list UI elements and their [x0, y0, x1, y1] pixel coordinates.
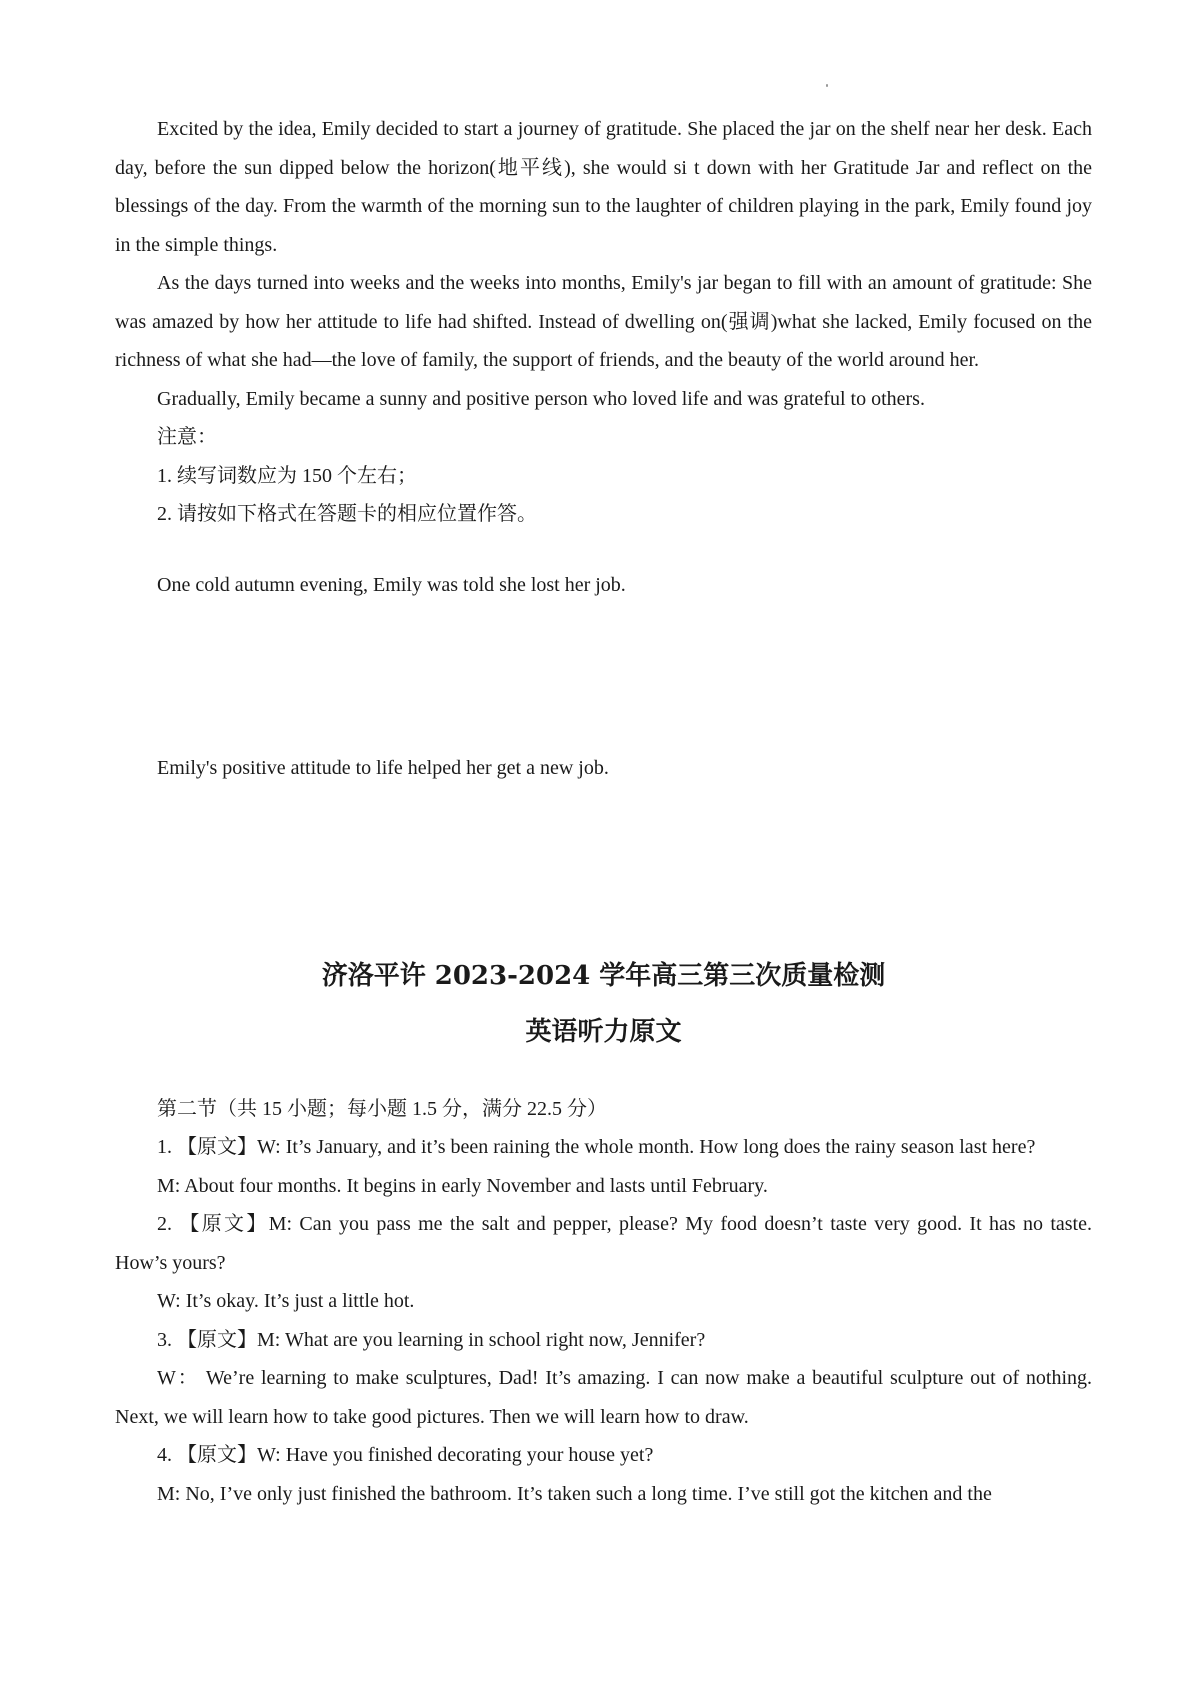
transcript-item-4-line-2: M: No, I’ve only just finished the bathroom. It’s taken such a long time. I’ve still got the kitchen and the	[157, 1482, 992, 1505]
scan-speck	[826, 84, 828, 87]
transcript-item-2-line-2: W: It’s okay. It’s just a little hot.	[157, 1290, 415, 1312]
note-item-2: 2. 请按如下格式在答题卡的相应位置作答。	[157, 503, 537, 525]
section-label: 第二节（共 15 小题；每小题 1.5 分，满分 22.5 分）	[157, 1097, 607, 1120]
transcript-item-4-line-1: 4. 【原文】W: Have you finished decorating your house yet?	[157, 1444, 654, 1466]
transcript-item-2-line-1: 2. 【原文】M: Can you pass me the salt and pepper, please? My food doesn’t taste very good. It has no taste. How’s yours?	[115, 1213, 1092, 1274]
continuation-prompt-2: Emily's positive attitude to life helped her get a new job.	[157, 757, 609, 779]
exam-title: 济洛平许 2023-2024 学年高三第三次质量检测	[321, 960, 886, 991]
transcript-item-1-line-1: 1. 【原文】W: It’s January, and it’s been raining the whole month. How long does the rainy season last here?	[157, 1136, 1036, 1158]
note-item-1: 1. 续写词数应为 150 个左右；	[157, 464, 417, 487]
page-content	[115, 110, 1092, 1513]
continuation-prompt-1: One cold autumn evening, Emily was told she lost her job.	[157, 573, 626, 596]
story-paragraph-3: Gradually, Emily became a sunny and positive person who loved life and was grateful to others.	[157, 387, 925, 410]
story-paragraph-1: Excited by the idea, Emily decided to start a journey of gratitude. She placed the jar on the shelf near her desk. Each day, before the sun dipped below the horizon(地平线), she would si t down with her Gratitude Jar and reflect on the blessings of the day. From the warmth of the morning sun to the laughter of children playing in the park, Emily found joy in the simple things.	[115, 118, 1092, 256]
spacer	[115, 1060, 1092, 1090]
transcript-item-1-line-2: M: About four months. It begins in early November and lasts until February.	[157, 1174, 768, 1197]
notes-label: 注意：	[157, 426, 217, 448]
writing-space	[115, 604, 1092, 749]
story-paragraph-2: As the days turned into weeks and the weeks into months, Emily's jar began to fill with an amount of gratitude: She was amazed by how her attitude to life had shifted. Instead of dwelling on(强调)what she lacked, Emily focused on the richness of what she had—the love of family, the support of friends, and the beauty of the world around her.	[115, 272, 1092, 371]
spacer	[115, 788, 1092, 948]
spacer	[115, 534, 1092, 566]
transcript-item-3-line-1: 3. 【原文】M: What are you learning in school right now, Jennifer?	[157, 1328, 706, 1351]
exam-subtitle: 英语听力原文	[525, 1016, 682, 1047]
transcript-item-3-line-2: W： We’re learning to make sculptures, Dad! It’s amazing. I can now make a beautiful sculpture out of nothing. Next, we will learn how to take good pictures. Then we will learn how to draw.	[115, 1367, 1092, 1428]
